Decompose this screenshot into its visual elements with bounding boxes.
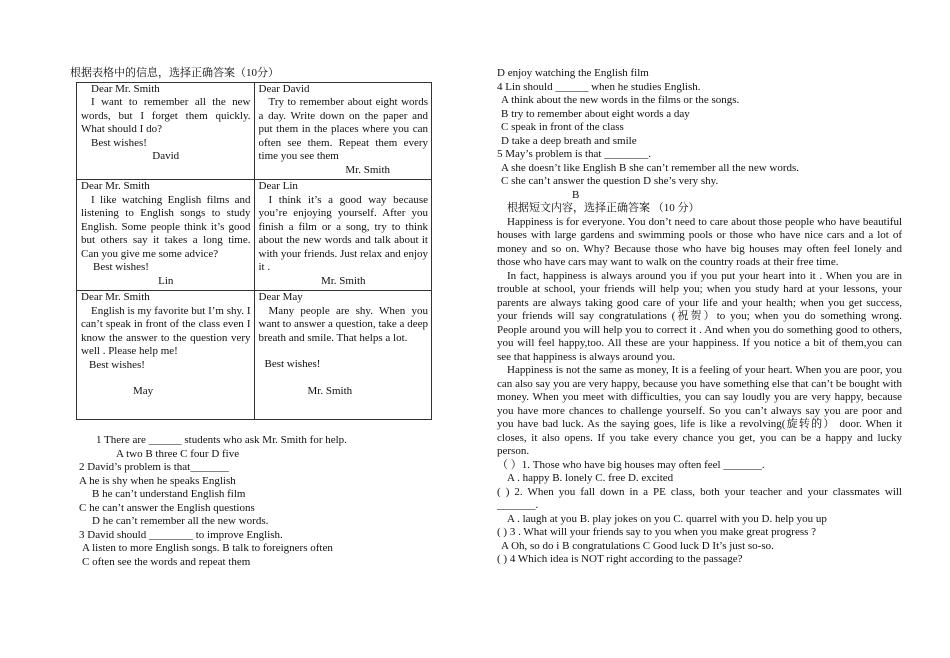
letter-lin bbox=[77, 180, 255, 291]
right-column bbox=[497, 67, 902, 567]
answer-option: D enjoy watching the English film bbox=[497, 67, 649, 79]
passage-paragraph: In fact, happiness is always around you if you put your heart into it . When you are in trouble at school, your friends will help you; when you study hard at your lessons, your parents are always taking good care of your life and your health; when you get success, your friends will say congratulations (祝贺）to you; when you do something wrong. People around you will help you to correct it . And when you do something good to others, you will feel happy,too. All these are your happiness. If you notice a bit of them,you can see that happiness is always around you. bbox=[497, 269, 902, 363]
question-item: ( ) 2. When you fall down in a PE class, both your teacher and your classmates will _______. bbox=[497, 485, 902, 511]
passage-paragraph: Happiness is not the same as money, It is a feeling of your heart. When you are poor, you can also say you are very happy, because you have something else that can’t be bought with money. When you meet with difficulties, you can say loudly you are very happy, because you have more chances to challenge yourself. So you can’t always say you are poor and you have bad luck. As the saying goes, life is like a revolving(旋转的） door. When it closes, it also opens. If you take every chance you get, you can be a happy and lucky person. bbox=[497, 364, 902, 457]
section-a-heading: 根据表格中的信息，选择正确答案（10分） bbox=[70, 67, 279, 79]
letter-closing: Best wishes! bbox=[264, 358, 321, 370]
letter-greeting: Dear Mr. Smith bbox=[91, 82, 160, 95]
letter-signature: Lin bbox=[158, 274, 174, 287]
answer-option: C he can’t answer the English questions bbox=[79, 501, 255, 514]
letter-greeting: Dear Lin bbox=[258, 180, 298, 192]
answer-option: C speak in front of the class bbox=[501, 121, 624, 133]
letter-greeting: Dear May bbox=[258, 291, 303, 303]
letter-closing: Best wishes! bbox=[93, 261, 149, 273]
letter-body: Many people are shy. When you want to answer a question, take a deep breath and smile. That helps a lot. bbox=[258, 304, 428, 344]
letter-greeting: Dear Mr. Smith bbox=[81, 180, 150, 192]
answer-option: D he can’t remember all the new words. bbox=[92, 515, 269, 527]
letters-table bbox=[76, 82, 432, 421]
answer-options: C she can’t answer the question D she’s very shy. bbox=[501, 175, 719, 187]
letter-body: I think it’s a good way because you’re enjoying yourself. After you finish a film or a song, try to think about the new words and talk about it with your friends. Just relax and enjoy it . bbox=[258, 193, 428, 273]
answer-options: A two B three C four D five bbox=[116, 447, 240, 460]
table-row bbox=[77, 82, 432, 180]
letter-body: English is my favorite but I’m shy. I can’t speak in front of the class even I know the answer to the question very well . Please help me! bbox=[81, 304, 251, 357]
letter-signature: Mr. Smith bbox=[345, 163, 390, 176]
letter-body: I want to remember all the new words, but I forget them quickly. What should I do? bbox=[81, 96, 251, 135]
question-item: ( ) 3 . What will your friends say to you when you make great progress ? bbox=[497, 526, 817, 538]
question-item: 1 There are ______ students who ask Mr. Smith for help. bbox=[96, 434, 347, 446]
answer-options: A . happy B. lonely C. free D. excited bbox=[507, 472, 674, 484]
letter-signature: Mr. Smith bbox=[307, 384, 353, 397]
answer-options: A Oh, so do i B congratulations C Good luck D It’s just so-so. bbox=[501, 539, 774, 552]
letter-body: I like watching English films and listening to English songs to study English. Some people think it’s good but others say it takes a long time. Can you give me some advice? bbox=[81, 193, 251, 260]
answer-options: A . laugh at you B. play jokes on you C. quarrel with you D. help you up bbox=[507, 512, 827, 525]
reply-to-may bbox=[254, 291, 432, 420]
question-item: 2 David’s problem is that_______ bbox=[79, 461, 229, 473]
letter-closing: Best wishes! bbox=[91, 136, 147, 149]
left-column bbox=[70, 67, 438, 569]
table-row bbox=[77, 291, 432, 420]
question-item: 5 May’s problem is that ________. bbox=[497, 148, 651, 160]
letter-signature: Mr. Smith bbox=[320, 274, 366, 287]
question-item: （ ）1. Those who have big houses may often feel _______. bbox=[497, 458, 765, 471]
letter-closing: Best wishes! bbox=[89, 358, 145, 371]
answer-option: A he is shy when he speaks English bbox=[79, 474, 236, 487]
section-b-heading: 根据短文内容，选择正确答案 （10 分） bbox=[507, 202, 700, 214]
letter-body: Try to remember about eight words a day. Write down on the paper and put them in the places where you can often see them. Repeat them every time you see them bbox=[258, 96, 428, 162]
section-b-label: B bbox=[572, 188, 580, 201]
letter-may bbox=[77, 291, 255, 420]
answer-option: A think about the new words in the films or the songs. bbox=[501, 94, 740, 106]
letter-greeting: Dear Mr. Smith bbox=[81, 291, 150, 303]
section-a-questions bbox=[70, 434, 438, 569]
reply-to-david bbox=[254, 82, 432, 180]
answer-option: C often see the words and repeat them bbox=[82, 555, 251, 568]
reply-to-lin bbox=[254, 180, 432, 291]
letter-david bbox=[77, 82, 255, 180]
letter-signature: May bbox=[133, 385, 154, 397]
passage-paragraph: Happiness is for everyone. You don’t need to care about those people who have beautiful houses with large gardens and swimming pools or those who have nice cars and a lot of money and so on. Why? Because those who have big houses may often feel lonely and those who have cars may want to walk on the country roads at their free time. bbox=[497, 215, 902, 268]
answer-option: B he can’t understand English film bbox=[92, 488, 246, 500]
answer-options: A she doesn’t like English B she can’t remember all the new words. bbox=[501, 161, 800, 174]
answer-option: D take a deep breath and smile bbox=[501, 134, 637, 147]
answer-options: A listen to more English songs. B talk to foreigners often bbox=[82, 542, 333, 554]
letter-greeting: Dear David bbox=[258, 82, 310, 95]
answer-option: B try to remember about eight words a day bbox=[501, 107, 690, 120]
question-item: 4 Lin should ______ when he studies English. bbox=[497, 80, 701, 93]
letter-signature: David bbox=[152, 150, 180, 162]
question-item: ( ) 4 Which idea is NOT right according to the passage? bbox=[497, 553, 743, 565]
question-item: 3 David should ________ to improve English. bbox=[79, 528, 283, 541]
table-row bbox=[77, 180, 432, 291]
